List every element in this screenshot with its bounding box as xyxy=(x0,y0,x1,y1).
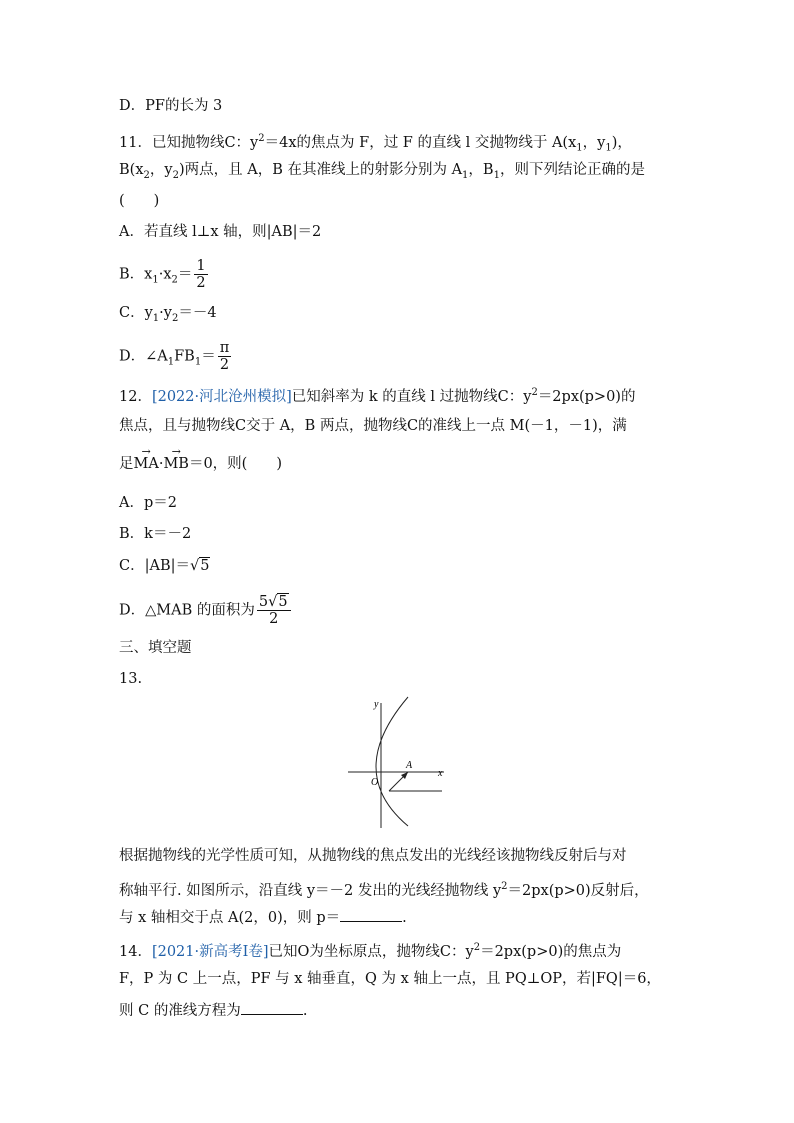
option-text: ＝ xyxy=(201,348,216,365)
q11-option-c xyxy=(119,303,217,329)
subscript: 1 xyxy=(194,356,202,368)
q10-option-d: D．PF的长为 3 xyxy=(119,98,223,114)
subscript: 2 xyxy=(143,169,150,181)
y-axis-label: y xyxy=(374,699,379,710)
q12-stem-text: ＝0，则( ) xyxy=(188,456,282,472)
superscript: 2 xyxy=(258,133,265,144)
subscript: 1 xyxy=(152,274,159,286)
option-text: FB xyxy=(174,348,195,365)
q13-text: ＝2px(p>0)反射后， xyxy=(507,882,649,899)
q11-answer-paren: ( ) xyxy=(119,193,160,209)
subscript: 1 xyxy=(152,312,160,324)
q14-stem-text: ＝2px(p>0)的焦点为 xyxy=(480,943,622,960)
q11-option-d xyxy=(119,340,233,373)
subscript: 1 xyxy=(605,142,612,154)
q12-stem-line3 xyxy=(119,454,282,474)
q11-stem-text: ，y xyxy=(582,134,606,151)
vector-ma: → MA xyxy=(134,454,159,474)
question-source: [2022·河北沧州模拟] xyxy=(151,388,292,405)
q12-stem-line2: 焦点，且与抛物线C交于 A，B 两点，抛物线C的准线上一点 M(－1，－1)，满 xyxy=(119,418,627,434)
subscript: 1 xyxy=(462,169,469,181)
q13-text-line3 xyxy=(119,907,407,928)
option-text: C．y xyxy=(119,305,153,321)
subscript: 2 xyxy=(172,169,179,181)
q13-number: 13. xyxy=(119,671,143,687)
question-number: 12． xyxy=(119,388,152,405)
question-source: [2021·新高考Ⅰ卷] xyxy=(151,943,269,960)
fraction-numerator: π xyxy=(219,340,230,356)
option-text: ＝－4 xyxy=(178,305,217,321)
q11-stem-text: )， xyxy=(611,134,632,151)
q11-stem-line2 xyxy=(119,160,645,186)
fraction xyxy=(218,340,232,373)
q14-text: . xyxy=(302,1003,308,1019)
sqrt-radicand: 5 xyxy=(200,558,210,574)
option-text: ·x xyxy=(158,266,172,283)
fraction-denominator: 2 xyxy=(269,611,279,627)
option-text: ＝ xyxy=(177,266,193,283)
section-heading: 三、填空题 xyxy=(119,640,192,656)
superscript: 2 xyxy=(501,881,508,892)
q12-option-d xyxy=(119,594,293,627)
q11-stem-text: ，则下列结论正确的是 xyxy=(499,162,645,178)
answer-blank[interactable] xyxy=(241,1000,303,1015)
q13-text: . xyxy=(402,910,407,926)
numerator-coefficient: 5 xyxy=(258,594,269,610)
q14-stem-line1 xyxy=(119,938,621,962)
subscript: 2 xyxy=(171,312,179,324)
fraction-denominator: 2 xyxy=(219,357,230,373)
fraction-denominator: 2 xyxy=(196,275,206,291)
subscript: 2 xyxy=(171,274,178,286)
subscript: 1 xyxy=(493,169,500,181)
q12-stem-text: ＝2px(p>0)的 xyxy=(537,388,636,405)
fraction xyxy=(257,594,291,627)
q11-option-b xyxy=(119,258,210,291)
question-number: 14． xyxy=(119,943,152,960)
q12-option-a: A．p＝2 xyxy=(119,495,177,511)
q14-stem-text: 已知O为坐标原点，抛物线C：y xyxy=(268,943,474,960)
sqrt-sign: √ xyxy=(190,558,200,574)
option-text: D．∠A xyxy=(119,348,168,365)
q11-stem-text: 11．已知抛物线C：y xyxy=(119,134,259,151)
sqrt-radicand: 5 xyxy=(278,594,288,610)
subscript: 1 xyxy=(167,356,175,368)
option-text: D．△MAB 的面积为 xyxy=(119,602,255,619)
q11-option-a: A．若直线 l⊥x 轴，则|AB|＝2 xyxy=(119,224,322,240)
subscript: 1 xyxy=(576,142,583,154)
q11-stem-text: ＝4x的焦点为 F，过 F 的直线 l 交抛物线于 A(x xyxy=(264,134,577,151)
option-text: C．|AB|＝ xyxy=(119,558,190,574)
vector-mb: → MB xyxy=(163,454,189,474)
superscript: 2 xyxy=(531,387,538,398)
q12-option-c xyxy=(119,556,210,576)
q13-text-line2 xyxy=(119,877,649,901)
q12-option-b: B．k＝－2 xyxy=(119,526,192,542)
x-axis-label: x xyxy=(438,768,443,779)
q11-stem-text: ，y xyxy=(149,162,173,178)
q12-stem-text: 已知斜率为 k 的直线 l 过抛物线C：y xyxy=(291,388,532,405)
fraction-numerator: 5√5 xyxy=(257,594,291,611)
option-text: B．x xyxy=(119,266,153,283)
q11-stem-text: B(x xyxy=(119,162,144,178)
q11-stem-text: ，B xyxy=(468,162,494,178)
q12-stem-text: 足 xyxy=(119,456,134,472)
point-a-label: A xyxy=(406,760,413,771)
q13-text: 与 x 轴相交于点 A(2，0)，则 p＝ xyxy=(119,910,341,926)
q14-stem-line3 xyxy=(119,1000,307,1021)
q13-text-line1: 根据抛物线的光学性质可知，从抛物线的焦点发出的光线经该抛物线反射后与对 xyxy=(119,848,627,864)
answer-blank[interactable] xyxy=(340,907,402,922)
q14-text: 则 C 的准线方程为 xyxy=(119,1003,241,1019)
q13-text: 称轴平行. 如图所示，沿直线 y＝－2 发出的光线经抛物线 y xyxy=(119,882,502,899)
origin-label: O xyxy=(371,777,379,788)
superscript: 2 xyxy=(473,942,481,953)
q12-stem-line1 xyxy=(119,383,635,407)
q11-stem-text: )两点，且 A，B 在其准线上的射影分别为 A xyxy=(178,162,463,178)
q11-stem-line1 xyxy=(119,129,632,159)
option-text: ·y xyxy=(159,305,172,321)
dot-operator: · xyxy=(158,456,164,472)
fraction-numerator: 1 xyxy=(196,258,206,274)
q14-stem-line2: F，P 为 C 上一点，PF 与 x 轴垂直，Q 为 x 轴上一点，且 PQ⊥OP，若|FQ|＝6， xyxy=(119,971,661,987)
parabola-figure xyxy=(340,695,458,830)
fraction xyxy=(194,258,207,291)
